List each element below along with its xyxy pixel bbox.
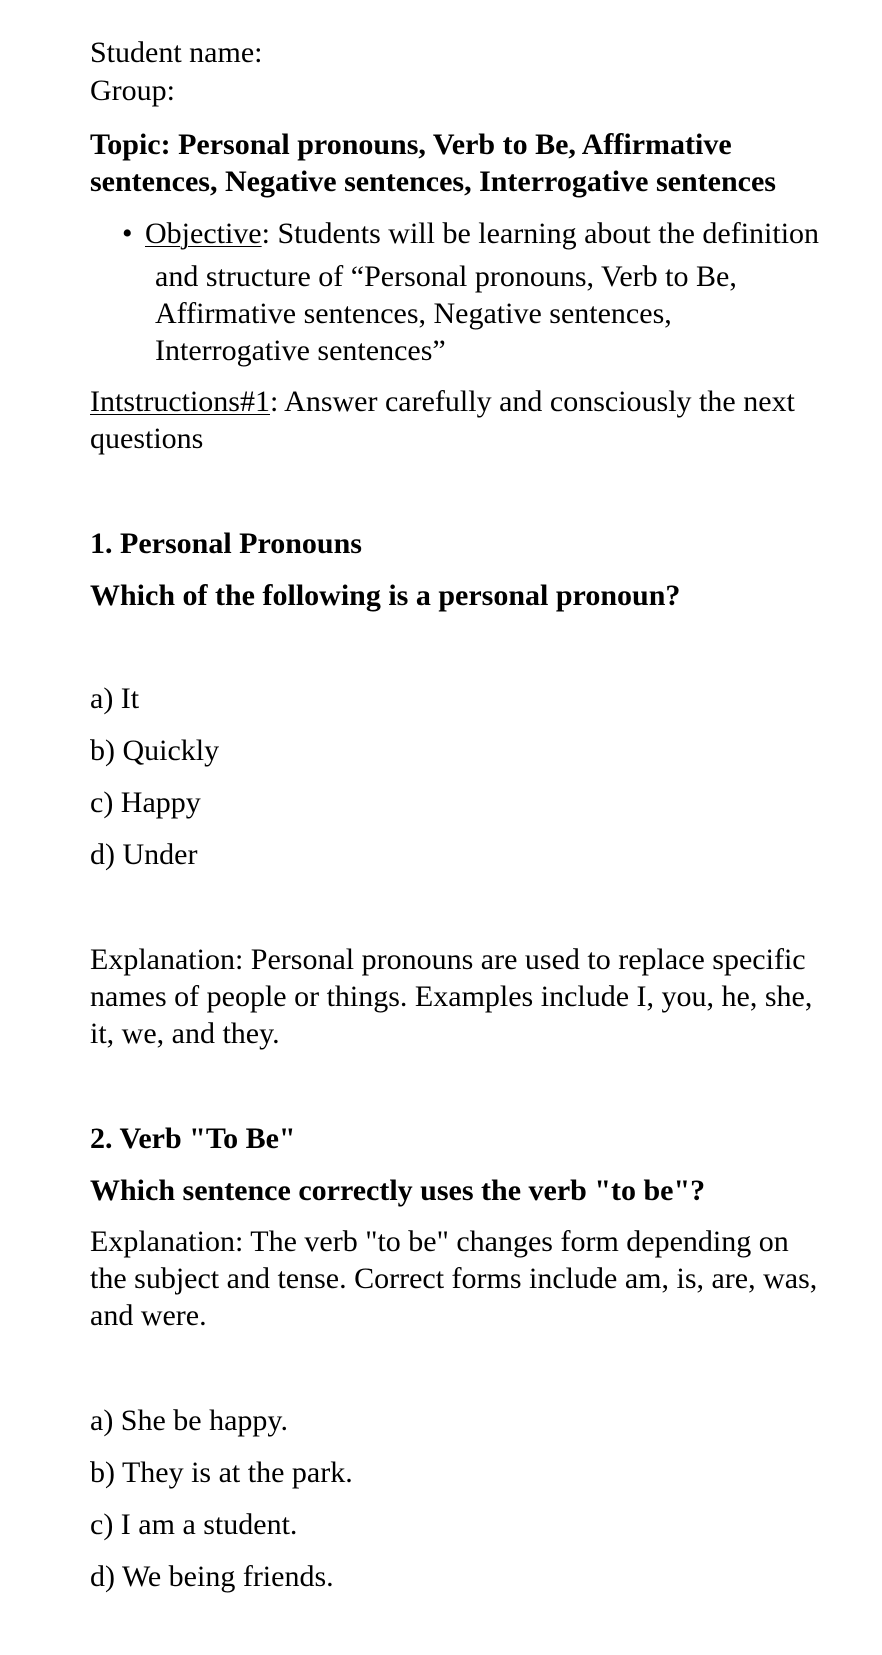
topic-line-2: sentences, Negative sentences, Interrogative sentences <box>90 165 776 198</box>
q1-question: Which of the following is a personal pronoun? <box>90 579 681 612</box>
q1-explanation-line-3: it, we, and they. <box>90 1017 280 1050</box>
instructions-line-1 <box>90 383 880 420</box>
objective-line-3: Affirmative sentences, Negative sentences, <box>155 297 672 330</box>
q2-explanation-line-1: Explanation: The verb "to be" changes form depending on <box>90 1225 789 1258</box>
group-label: Group: <box>90 74 175 107</box>
q1-explanation-line-1: Explanation: Personal pronouns are used to replace specific <box>90 943 806 976</box>
objective-line-2: and structure of “Personal pronouns, Verb to Be, <box>155 260 737 293</box>
instructions-label: Intstructions#1 <box>90 385 270 418</box>
q2-explanation-line-2: the subject and tense. Correct forms include am, is, are, was, <box>90 1262 818 1295</box>
q2-option-c: c) I am a student. <box>90 1508 298 1541</box>
q1-explanation-line-2: names of people or things. Examples include I, you, he, she, <box>90 980 813 1013</box>
q1-option-d: d) Under <box>90 838 198 871</box>
q2-option-a: a) She be happy. <box>90 1404 288 1437</box>
topic-line-1: Topic: Personal pronouns, Verb to Be, Affirmative <box>90 128 732 161</box>
q1-option-c: c) Happy <box>90 786 201 819</box>
q1-option-a: a) It <box>90 682 140 715</box>
q1-option-b: b) Quickly <box>90 734 220 767</box>
q2-explanation-line-3: and were. <box>90 1299 207 1332</box>
objective-text: : Students will be learning about the definition <box>261 217 820 250</box>
q2-heading: 2. Verb "To Be" <box>90 1122 296 1155</box>
objective-line-4: Interrogative sentences” <box>155 334 446 367</box>
q1-heading: 1. Personal Pronouns <box>90 527 362 560</box>
objective-label: Objective <box>145 217 262 250</box>
q2-option-b: b) They is at the park. <box>90 1456 353 1489</box>
instructions-text: : Answer carefully and consciously the next <box>270 385 795 418</box>
q2-option-d: d) We being friends. <box>90 1560 334 1593</box>
objective-first-line <box>145 215 880 252</box>
student-name-label: Student name: <box>90 36 263 69</box>
q2-question: Which sentence correctly uses the verb "to be"? <box>90 1174 706 1207</box>
instructions-line-2: questions <box>90 422 204 455</box>
bullet-icon: • <box>122 217 133 250</box>
